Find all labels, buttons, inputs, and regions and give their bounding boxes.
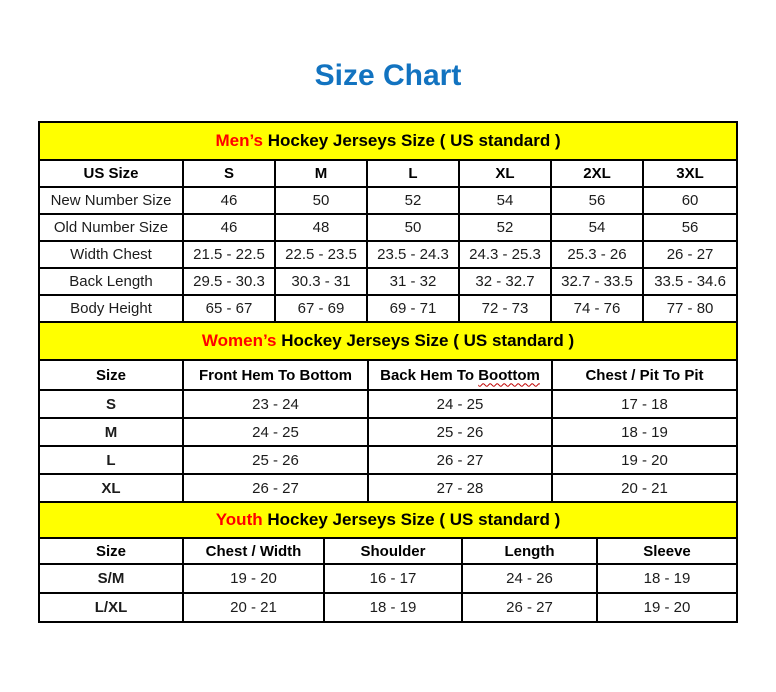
table-row	[39, 446, 737, 474]
table-cell: 19 - 20	[183, 564, 324, 593]
column-header-mens-3: L	[367, 160, 459, 187]
row-label: M	[39, 418, 183, 446]
band-text-womens: Hockey Jerseys Size ( US standard )	[276, 331, 575, 350]
table-cell: 20 - 21	[183, 593, 324, 622]
column-header-mens-1: S	[183, 160, 275, 187]
table-cell: 24 - 26	[462, 564, 597, 593]
table-cell: 18 - 19	[324, 593, 462, 622]
table-cell: 18 - 19	[552, 418, 737, 446]
table-cell: 46	[183, 214, 275, 241]
column-header-mens-6: 3XL	[643, 160, 737, 187]
table-row	[39, 187, 737, 214]
table-cell: 26 - 27	[462, 593, 597, 622]
section-band-mens	[39, 122, 737, 160]
table-cell: 25 - 26	[183, 446, 368, 474]
table-cell: 56	[551, 187, 643, 214]
row-label: S	[39, 390, 183, 418]
column-header-youth-3: Length	[462, 538, 597, 564]
row-label: L	[39, 446, 183, 474]
column-header-womens-2: Back Hem To Boottom	[368, 360, 552, 390]
size-table-youth	[38, 501, 738, 623]
row-label: Old Number Size	[39, 214, 183, 241]
table-cell: 26 - 27	[183, 474, 368, 502]
band-text-mens: Hockey Jerseys Size ( US standard )	[263, 131, 561, 150]
row-label: S/M	[39, 564, 183, 593]
column-header-mens-5: 2XL	[551, 160, 643, 187]
table-cell: 25 - 26	[368, 418, 552, 446]
table-cell: 18 - 19	[597, 564, 737, 593]
table-row	[39, 418, 737, 446]
table-cell: 50	[367, 214, 459, 241]
table-cell: 33.5 - 34.6	[643, 268, 737, 295]
table-cell: 30.3 - 31	[275, 268, 367, 295]
table-cell: 25.3 - 26	[551, 241, 643, 268]
table-row	[39, 268, 737, 295]
table-cell: 31 - 32	[367, 268, 459, 295]
column-header-youth-2: Shoulder	[324, 538, 462, 564]
table-cell: 21.5 - 22.5	[183, 241, 275, 268]
table-cell: 72 - 73	[459, 295, 551, 322]
table-row	[39, 564, 737, 593]
table-cell: 24 - 25	[368, 390, 552, 418]
row-label: Back Length	[39, 268, 183, 295]
size-tables-container	[38, 121, 736, 623]
table-cell: 46	[183, 187, 275, 214]
table-cell: 26 - 27	[643, 241, 737, 268]
size-table-mens	[38, 121, 738, 323]
section-band-youth	[39, 502, 737, 538]
column-header-youth-1: Chest / Width	[183, 538, 324, 564]
table-cell: 74 - 76	[551, 295, 643, 322]
section-band-womens	[39, 322, 737, 360]
table-cell: 24 - 25	[183, 418, 368, 446]
table-cell: 56	[643, 214, 737, 241]
size-table-womens	[38, 321, 738, 503]
column-header-womens-3: Chest / Pit To Pit	[552, 360, 737, 390]
table-row	[39, 295, 737, 322]
band-accent-youth: Youth	[215, 510, 263, 529]
table-cell: 23 - 24	[183, 390, 368, 418]
table-cell: 52	[367, 187, 459, 214]
band-accent-mens: Men’s	[215, 131, 263, 150]
column-header-mens-2: M	[275, 160, 367, 187]
table-cell: 19 - 20	[597, 593, 737, 622]
table-cell: 20 - 21	[552, 474, 737, 502]
table-cell: 65 - 67	[183, 295, 275, 322]
table-cell: 27 - 28	[368, 474, 552, 502]
column-header-womens-0: Size	[39, 360, 183, 390]
table-cell: 22.5 - 23.5	[275, 241, 367, 268]
table-cell: 77 - 80	[643, 295, 737, 322]
column-header-youth-0: Size	[39, 538, 183, 564]
column-header-womens-1: Front Hem To Bottom	[183, 360, 368, 390]
table-cell: 24.3 - 25.3	[459, 241, 551, 268]
column-header-youth-4: Sleeve	[597, 538, 737, 564]
table-cell: 54	[459, 187, 551, 214]
page-title: Size Chart	[314, 59, 462, 92]
table-cell: 19 - 20	[552, 446, 737, 474]
misspelled-word: Boottom	[478, 366, 540, 384]
table-cell: 26 - 27	[368, 446, 552, 474]
table-row	[39, 390, 737, 418]
table-cell: 16 - 17	[324, 564, 462, 593]
table-cell: 32.7 - 33.5	[551, 268, 643, 295]
table-row	[39, 474, 737, 502]
table-row	[39, 214, 737, 241]
table-cell: 69 - 71	[367, 295, 459, 322]
table-cell: 67 - 69	[275, 295, 367, 322]
row-label: L/XL	[39, 593, 183, 622]
column-header-mens-4: XL	[459, 160, 551, 187]
table-row	[39, 241, 737, 268]
table-row	[39, 593, 737, 622]
row-label: XL	[39, 474, 183, 502]
table-cell: 60	[643, 187, 737, 214]
table-cell: 54	[551, 214, 643, 241]
band-accent-womens: Women’s	[201, 331, 277, 350]
table-cell: 48	[275, 214, 367, 241]
row-label: New Number Size	[39, 187, 183, 214]
table-cell: 29.5 - 30.3	[183, 268, 275, 295]
table-cell: 32 - 32.7	[459, 268, 551, 295]
row-label: Width Chest	[39, 241, 183, 268]
table-cell: 52	[459, 214, 551, 241]
column-header-mens-0: US Size	[39, 160, 183, 187]
row-label: Body Height	[39, 295, 183, 322]
table-cell: 23.5 - 24.3	[367, 241, 459, 268]
table-cell: 17 - 18	[552, 390, 737, 418]
band-text-youth: Hockey Jerseys Size ( US standard )	[262, 510, 561, 529]
table-cell: 50	[275, 187, 367, 214]
